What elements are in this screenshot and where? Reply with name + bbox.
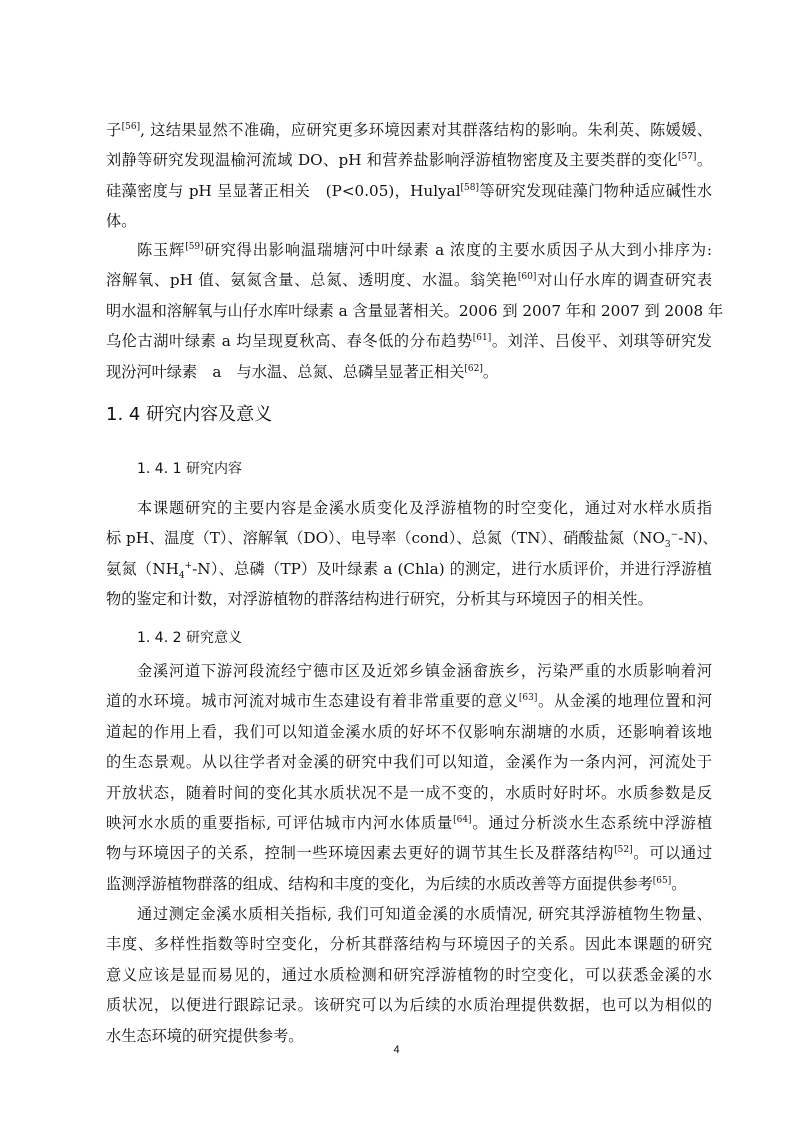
text-line: 标 pH、温度（T）、溶解氧（DO）、电导率（cond）、总氮（TN）、硝酸盐氮$(NO_3^--N)$、 <box>106 529 718 551</box>
paragraph-research-content <box>106 493 718 615</box>
citation: [52] <box>614 845 633 856</box>
citation: [56] <box>121 121 141 132</box>
text-line: 通过测定金溪水质相关指标, 我们可知道金溪的水质情况, 研究其浮游植物生物量、 <box>137 905 712 923</box>
text-line: 子[56], 这结果显然不准确，应研究更多环境因素对其群落结构的影响。朱利英、陈媛媛、 <box>106 121 713 139</box>
text-line: 刘静等研究发现温榆河流域 DO、pH 和营养盐影响浮游植物密度及主要类群的变化[57]。 <box>106 151 713 170</box>
citation: [58] <box>460 182 480 193</box>
paragraph-research-significance <box>106 656 712 899</box>
text-line: 氨氮$(NH_4^+-N)$、总磷（TP）及叶绿素 a (Chla) 的测定，进行水质评价，并进行浮游植 <box>106 559 712 581</box>
text-line: 物与环境因子的关系，控制一些环境因素去更好的调节其生长及群落结构[52]。可以通过 <box>106 844 713 863</box>
text-line: 道起的作用上看，我们可以知道金溪水质的好坏不仅影响东湖塘的水质，还影响着该地 <box>106 722 712 741</box>
subsection-heading-1-4-1: 1. 4. 1 研究内容 <box>137 461 242 477</box>
page-number: 4 <box>393 1044 400 1056</box>
paragraph-phytoplankton-factors <box>106 115 712 237</box>
citation: [60] <box>517 272 537 283</box>
section-heading-1-4: 1. 4 研究内容及意义 <box>106 404 273 425</box>
text-line: 丰度、多样性指数等时空变化，分析其群落结构与环境因子的关系。因此本课题的研究 <box>106 935 712 954</box>
citation: [63] <box>518 693 538 704</box>
citation: [64] <box>453 814 472 825</box>
text-line: 金溪河道下游河段流经宁德市区及近郊乡镇金涵畲族乡，污染严重的水质影响着河 <box>137 662 712 680</box>
text-line: 道的水环境。城市河流对城市生态建设有着非常重要的意义[63]。从金溪的地理位置和河 <box>106 692 713 711</box>
text-line: 本课题研究的主要内容是金溪水质变化及浮游植物的时空变化，通过对水样水质指 <box>137 499 712 517</box>
text-line: 明水温和溶解氧与山仔水库叶绿素 a 含量显著相关。2006 到 2007 年和 2007 到 2008 年 <box>106 301 724 320</box>
text-line: 质状况，以便进行跟踪记录。该研究可以为后续的水质治理提供数据，也可以为相似的 <box>106 996 712 1015</box>
subsection-heading-1-4-2: 1. 4. 2 研究意义 <box>137 630 242 646</box>
citation: [62] <box>464 363 483 374</box>
citation: [61] <box>472 333 492 344</box>
text-line: 陈玉辉[59]研究得出影响温瑞塘河中叶绿素 a 浓度的主要水质因子从大到小排序为: <box>137 241 712 259</box>
citation: [59] <box>185 241 204 252</box>
text-line: 的生态景观。从以往学者对金溪的研究中我们可以知道，金溪作为一条内河，河流处于 <box>106 753 712 772</box>
text-line: 开放状态，随着时间的变化其水质状况不是一成不变的，水质时好时坏。水质参数是反 <box>106 783 712 802</box>
text-line: 意义应该是显而易见的，通过水质检测和研究浮游植物的时空变化，可以获悉金溪的水 <box>106 965 712 984</box>
text-line: 映河水水质的重要指标, 可评估城市内河水体质量[64]。通过分析淡水生态系统中浮游植 <box>106 814 713 833</box>
paragraph-chlorophyll <box>106 235 724 387</box>
text-line: 监测浮游植物群落的组成、结构和丰度的变化，为后续的水质改善等方面提供参考[65]。 <box>106 874 687 893</box>
text-line: 硅藻密度与 pH 呈显著正相关 (P<0.05)，Hulyal[58]等研究发现硅藻门物种适应碱性水 <box>106 181 712 200</box>
text-line: 体。 <box>106 212 137 231</box>
paragraph-conclusion <box>106 899 712 1051</box>
text-line: 乌伦古湖叶绿素 a 均呈现夏秋高、春冬低的分布趋势[61]。刘洋、吕俊平、刘琪等研究发 <box>106 332 712 351</box>
text-line: 水生态环境的研究提供参考。 <box>106 1026 304 1045</box>
text-line: 现汾河叶绿素 a 与水温、总氮、总磷呈显著正相关[62]。 <box>106 362 499 381</box>
citation: [57] <box>677 152 697 163</box>
text-line: 物的鉴定和计数，对浮游植物的群落结构进行研究，分析其与环境因子的相关性。 <box>106 590 653 609</box>
text-line: 溶解氧、pH 值、氨氮含量、总氮、透明度、水温。翁笑艳[60]对山仔水库的调查研究表 <box>106 271 713 290</box>
citation: [65] <box>652 875 672 886</box>
